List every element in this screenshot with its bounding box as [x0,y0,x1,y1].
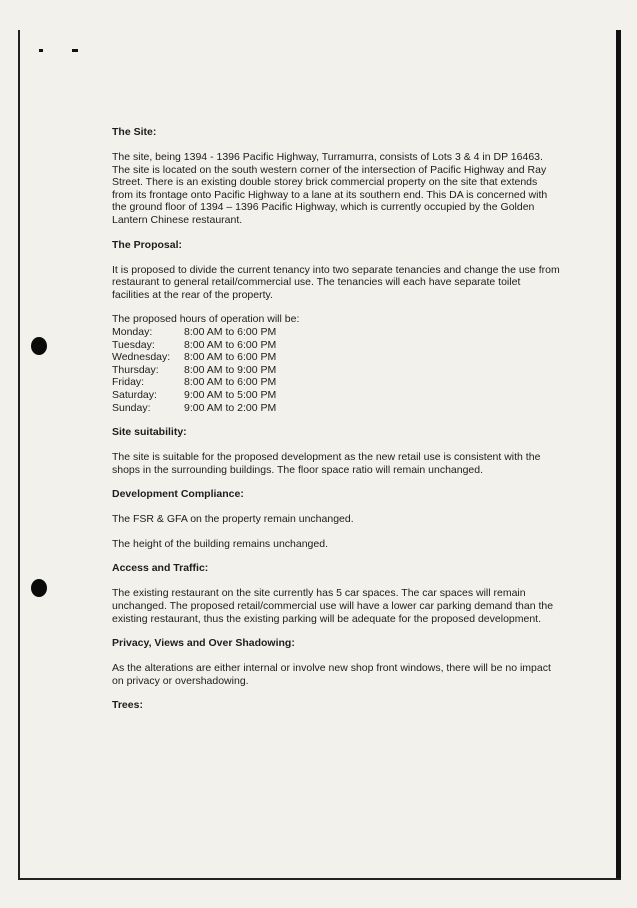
section-paragraph: The existing restaurant on the site currently has 5 car spaces. The car spaces will remain unchanged. The proposed retail/commercial use will have a lower car parking demand than the existing restaurant, thus the existing parking will be adequate for the proposed development. [112,587,554,625]
section-heading: Site suitability: [112,426,187,439]
section-the-site [112,126,560,227]
document-body [112,126,560,724]
hours-row [112,389,560,402]
scan-mark [72,49,78,52]
section-paragraph: The height of the building remains unchanged. [112,537,328,550]
scan-mark [39,49,43,52]
section-paragraph: The site, being 1394 - 1396 Pacific Highway, Turramurra, consists of Lots 3 & 4 in DP 16463. The site is located on the south western corner of the intersection of Pacific Highway and Ray Street. There is an existing double storey brick commercial property on the site that extends from its frontage onto Pacific Highway to a lane at its southern end. This DA is concerned with the ground floor of 1394 – 1396 Pacific Highway, which is currently occupied by the Golden Lantern Chinese restaurant. [112,151,548,226]
hours-row [112,326,560,339]
section-heading: The Site: [112,126,157,138]
section-the-proposal [112,239,560,415]
punch-hole [31,579,47,597]
hours-day: Tuesday: [112,338,155,351]
section-site-suitability [112,426,560,476]
hours-time: 9:00 AM to 2:00 PM [184,401,277,414]
hours-row [112,364,560,377]
scan-border-bottom [18,878,621,880]
section-paragraph: It is proposed to divide the current tenancy into two separate tenancies and change the use from restaurant to general retail/commercial use. The tenancies will each have separate toilet facilities at the rear of the property. [112,263,560,301]
section-paragraph: As the alterations are either internal or involve new shop front windows, there will be no impact on privacy or overshadowing. [112,662,551,687]
punch-hole [31,337,47,355]
hours-intro: The proposed hours of operation will be: [112,313,300,326]
section-heading: The Proposal: [112,238,183,251]
section-privacy-views [112,637,560,687]
hours-row [112,339,560,352]
section-heading: Development Compliance: [112,488,244,501]
hours-row [112,351,560,364]
hours-day: Saturday: [112,388,157,401]
hours-day: Monday: [112,325,153,338]
scan-border-right [616,30,621,880]
section-access-and-traffic [112,562,560,625]
hours-day: Thursday: [112,363,159,376]
hours-table [112,326,560,414]
hours-time: 8:00 AM to 6:00 PM [184,325,277,338]
hours-time: 8:00 AM to 6:00 PM [184,338,277,351]
hours-time: 9:00 AM to 5:00 PM [184,388,277,401]
hours-day: Sunday: [112,401,151,414]
section-trees [112,699,560,712]
scan-border-left [18,30,20,880]
hours-row [112,376,560,389]
hours-day: Friday: [112,376,145,389]
hours-time: 8:00 AM to 6:00 PM [184,376,277,389]
hours-day: Wednesday: [112,351,171,364]
section-paragraph: The site is suitable for the proposed development as the new retail use is consistent with the shops in the surrounding buildings. The floor space ratio will remain unchanged. [112,451,541,476]
section-heading: Trees: [112,699,143,712]
hours-time: 8:00 AM to 9:00 PM [184,363,277,376]
section-paragraph: The FSR & GFA on the property remain unchanged. [112,513,354,526]
section-heading: Access and Traffic: [112,562,209,575]
section-development-compliance [112,488,560,550]
hours-time: 8:00 AM to 6:00 PM [184,351,277,364]
section-heading: Privacy, Views and Over Shadowing: [112,637,295,650]
hours-row [112,402,560,415]
